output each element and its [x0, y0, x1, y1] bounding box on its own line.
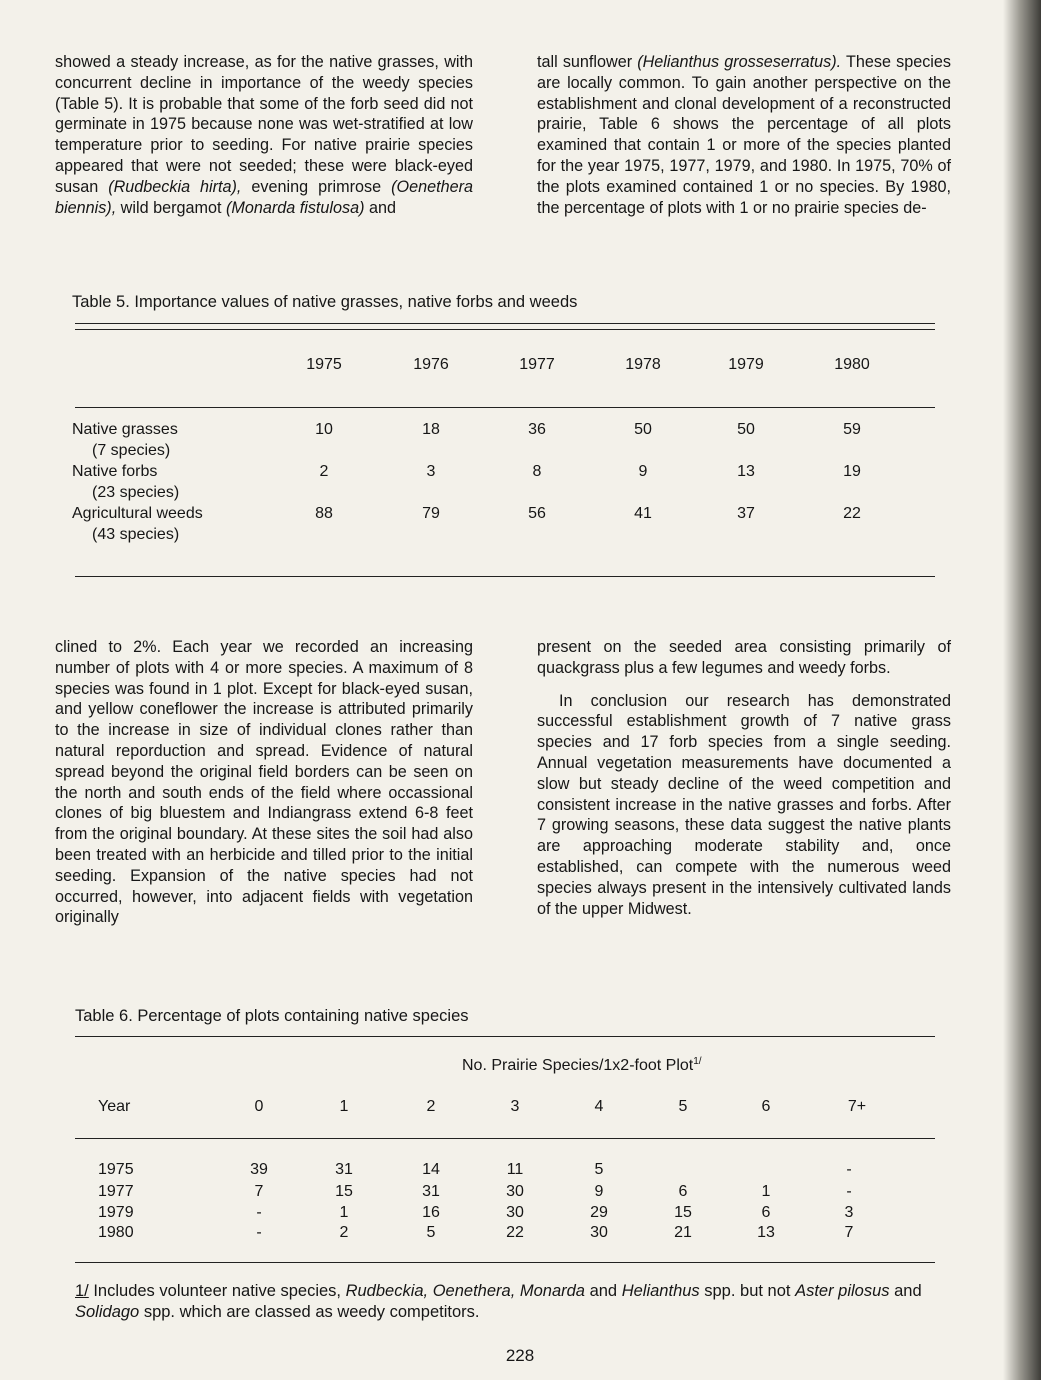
table5-row-label: Native forbs	[72, 463, 158, 480]
table6-cell: -	[256, 1224, 262, 1241]
table5-caption: Table 5. Importance values of native grasses, native forbs and weeds	[72, 293, 578, 311]
table6-year-header: Year	[98, 1098, 131, 1115]
text-run: spp. which are classed as weedy competitors.	[139, 1303, 480, 1321]
table5-cell: 36	[528, 421, 546, 438]
table5-cell: 9	[638, 463, 648, 480]
table5-cell: 3	[426, 463, 436, 480]
page-number: 228	[505, 1346, 535, 1365]
table6-cell: 15	[674, 1204, 692, 1221]
footnote-mark: 1/	[75, 1282, 89, 1300]
text-run: These species are locally common. To gain another perspective on the establishment and clonal development of a reconstructed prairie, Table 6 shows the percentage of all plots examined that contain 1 or more of the species planted for the year 1975, 1977, 1979, and 1980. In 1975, 70% of the plots examined contained 1 or no species. By 1980, the percentage of plots with 1 or no prairie species de-	[537, 53, 951, 217]
text-run: Includes volunteer native species,	[88, 1282, 346, 1300]
species-name: (Oenethera biennis),	[55, 177, 473, 217]
table5-year-header: 1980	[834, 356, 870, 373]
table5-top-rule	[75, 323, 935, 324]
table6-cell: 30	[590, 1224, 608, 1241]
spanner-text: No. Prairie Species/1x2-foot Plot	[462, 1057, 694, 1074]
table6-cell: 31	[335, 1161, 353, 1178]
table6-cell: -	[846, 1183, 852, 1200]
table5-cell: 18	[422, 421, 440, 438]
table5-cell: 50	[737, 421, 755, 438]
table5-cell: 10	[315, 421, 333, 438]
table5-top-rule-double	[75, 329, 935, 330]
table5-cell: 37	[737, 505, 755, 522]
table5-cell: 41	[634, 505, 652, 522]
table6-cell: -	[256, 1204, 262, 1221]
table5-row-label: Native grasses	[72, 421, 178, 438]
table5-cell: 59	[843, 421, 861, 438]
table5-row-sublabel: (43 species)	[92, 526, 180, 543]
table6-row-year: 1980	[98, 1224, 134, 1241]
body-text-right-top	[537, 52, 951, 218]
paragraph: clined to 2%. Each year we recorded an increasing number of plots with 4 or more species. A maximum of 8 species was found in 1 plot. Except for black-eyed susan, and yellow coneflower the increase is attributed primarily to the increase in size of individual clones rather than natural reporduction and spread. Evidence of natural spread beyond the original field borders can be seen on the north and south ends of the field where occassional clones of big bluestem and Indiangrass extend 6-8 feet from the original boundary. At these sites the soil had also been treated with an herbicide and tilled prior to the initial seeding. Expansion of the native species had not occurred, however, into adjacent fields with vegetation originally	[55, 638, 473, 927]
table5-header-rule	[75, 407, 935, 408]
text-run: spp. but not	[699, 1282, 796, 1300]
table6-cell: 5	[426, 1224, 436, 1241]
text-run: evening primrose	[241, 177, 392, 196]
body-text-left-middle	[55, 637, 473, 928]
table6-row-year: 1975	[98, 1161, 134, 1178]
table6-cell: 9	[594, 1183, 604, 1200]
paragraph	[55, 52, 473, 218]
table6-row-year: 1977	[98, 1183, 134, 1200]
table5-cell: 50	[634, 421, 652, 438]
table6-cell: 7	[254, 1183, 264, 1200]
table5-cell: 88	[315, 505, 333, 522]
text-run: and	[364, 198, 397, 217]
text-run: tall sunflower	[537, 53, 638, 71]
table6-cell: 29	[590, 1204, 608, 1221]
table6-row-year: 1979	[98, 1204, 134, 1221]
table5-bottom-rule	[75, 576, 935, 577]
table6-column-header: 4	[594, 1098, 604, 1115]
table6-cell: 1	[339, 1204, 349, 1221]
table5-cell: 56	[528, 505, 546, 522]
table5-row-sublabel: (23 species)	[92, 484, 180, 501]
species-name: (Monarda fistulosa)	[225, 198, 365, 217]
table6-column-header: 5	[678, 1098, 688, 1115]
table5-year-header: 1979	[728, 356, 764, 373]
table6-column-header: 2	[426, 1098, 436, 1115]
page-gutter-shadow	[1003, 0, 1041, 1380]
table5-year-header: 1976	[413, 356, 449, 373]
table6-cell: 30	[506, 1183, 524, 1200]
table6-cell: 13	[757, 1224, 775, 1241]
table6-cell: 3	[844, 1204, 854, 1221]
paragraph	[537, 52, 951, 218]
table6-cell: 22	[506, 1224, 524, 1241]
text-run: showed a steady increase, as for the native grasses, with concurrent decline in importance of the weedy species (Table 5). It is probable that some of the forb seed did not germinate in 1975 because none was wet-stratified at low temperature prior to seeding. For native prairie species appeared that were not seeded; these were black-eyed susan	[55, 53, 473, 196]
table5-cell: 22	[843, 505, 861, 522]
table5-year-header: 1978	[625, 356, 661, 373]
table6-cell: -	[846, 1161, 852, 1178]
table6-cell: 16	[422, 1204, 440, 1221]
table6-column-header: 3	[510, 1098, 520, 1115]
table6-cell: 6	[761, 1204, 771, 1221]
species-name: Helianthus	[621, 1282, 700, 1300]
text-run: and	[585, 1282, 622, 1300]
table6-column-header: 0	[254, 1098, 264, 1115]
table6-cell: 7	[844, 1224, 854, 1241]
table6-cell: 39	[250, 1161, 268, 1178]
table6-cell: 6	[678, 1183, 688, 1200]
table6-bottom-rule	[75, 1262, 935, 1263]
table6-cell: 21	[674, 1224, 692, 1241]
species-name: Solidago	[75, 1303, 140, 1321]
table5-row-label: Agricultural weeds	[72, 505, 203, 522]
table6-cell: 30	[506, 1204, 524, 1221]
species-name: Aster pilosus	[795, 1282, 890, 1300]
table6-spanner-header	[462, 1052, 702, 1076]
body-text-left-top	[55, 52, 473, 218]
table6-column-header: 1	[339, 1098, 349, 1115]
table6-cell: 5	[594, 1161, 604, 1178]
table6-cell: 14	[422, 1161, 440, 1178]
table6-header-rule	[75, 1138, 935, 1139]
text-run: wild bergamot	[116, 198, 226, 217]
table6-cell: 11	[506, 1161, 524, 1178]
table5-cell: 2	[319, 463, 329, 480]
table5-year-header: 1975	[306, 356, 342, 373]
table5-cell: 8	[532, 463, 542, 480]
species-name: (Rudbeckia hirta),	[108, 177, 242, 196]
table5-year-header: 1977	[519, 356, 555, 373]
paragraph: present on the seeded area consisting primarily of quackgrass plus a few legumes and weedy forbs.	[537, 638, 951, 677]
footnote-mark: 1/	[693, 1056, 702, 1067]
table6-footnote	[75, 1281, 965, 1323]
paragraph: In conclusion our research has demonstrated successful establishment growth of 7 native grass species and 17 forb species from a single seeding. Annual vegetation measurements have documented a slow but steady decline of the weed competition and consistent increase in the native grasses and forbs. After 7 growing seasons, these data suggest the native plants are approaching moderate stability and, once established, can compete with the numerous weed species always present in the intensively cultivated lands of the upper Midwest.	[537, 691, 951, 918]
table5-cell: 13	[737, 463, 755, 480]
species-name: Rudbeckia, Oenethera, Monarda	[345, 1282, 585, 1300]
table6-cell: 2	[339, 1224, 349, 1241]
text-run: and	[889, 1282, 922, 1300]
table6-cell: 1	[761, 1183, 771, 1200]
table6-top-rule	[75, 1036, 935, 1037]
table6-caption: Table 6. Percentage of plots containing native species	[75, 1007, 469, 1025]
table6-cell: 31	[422, 1183, 440, 1200]
table6-column-header: 7+	[847, 1098, 867, 1115]
table5-cell: 79	[422, 505, 440, 522]
table5-row-sublabel: (7 species)	[92, 442, 171, 459]
species-name: (Helianthus grosseserratus).	[637, 53, 842, 71]
body-text-right-middle	[537, 637, 951, 919]
table6-column-header: 6	[761, 1098, 771, 1115]
table5-cell: 19	[843, 463, 861, 480]
table6-cell: 15	[335, 1183, 353, 1200]
